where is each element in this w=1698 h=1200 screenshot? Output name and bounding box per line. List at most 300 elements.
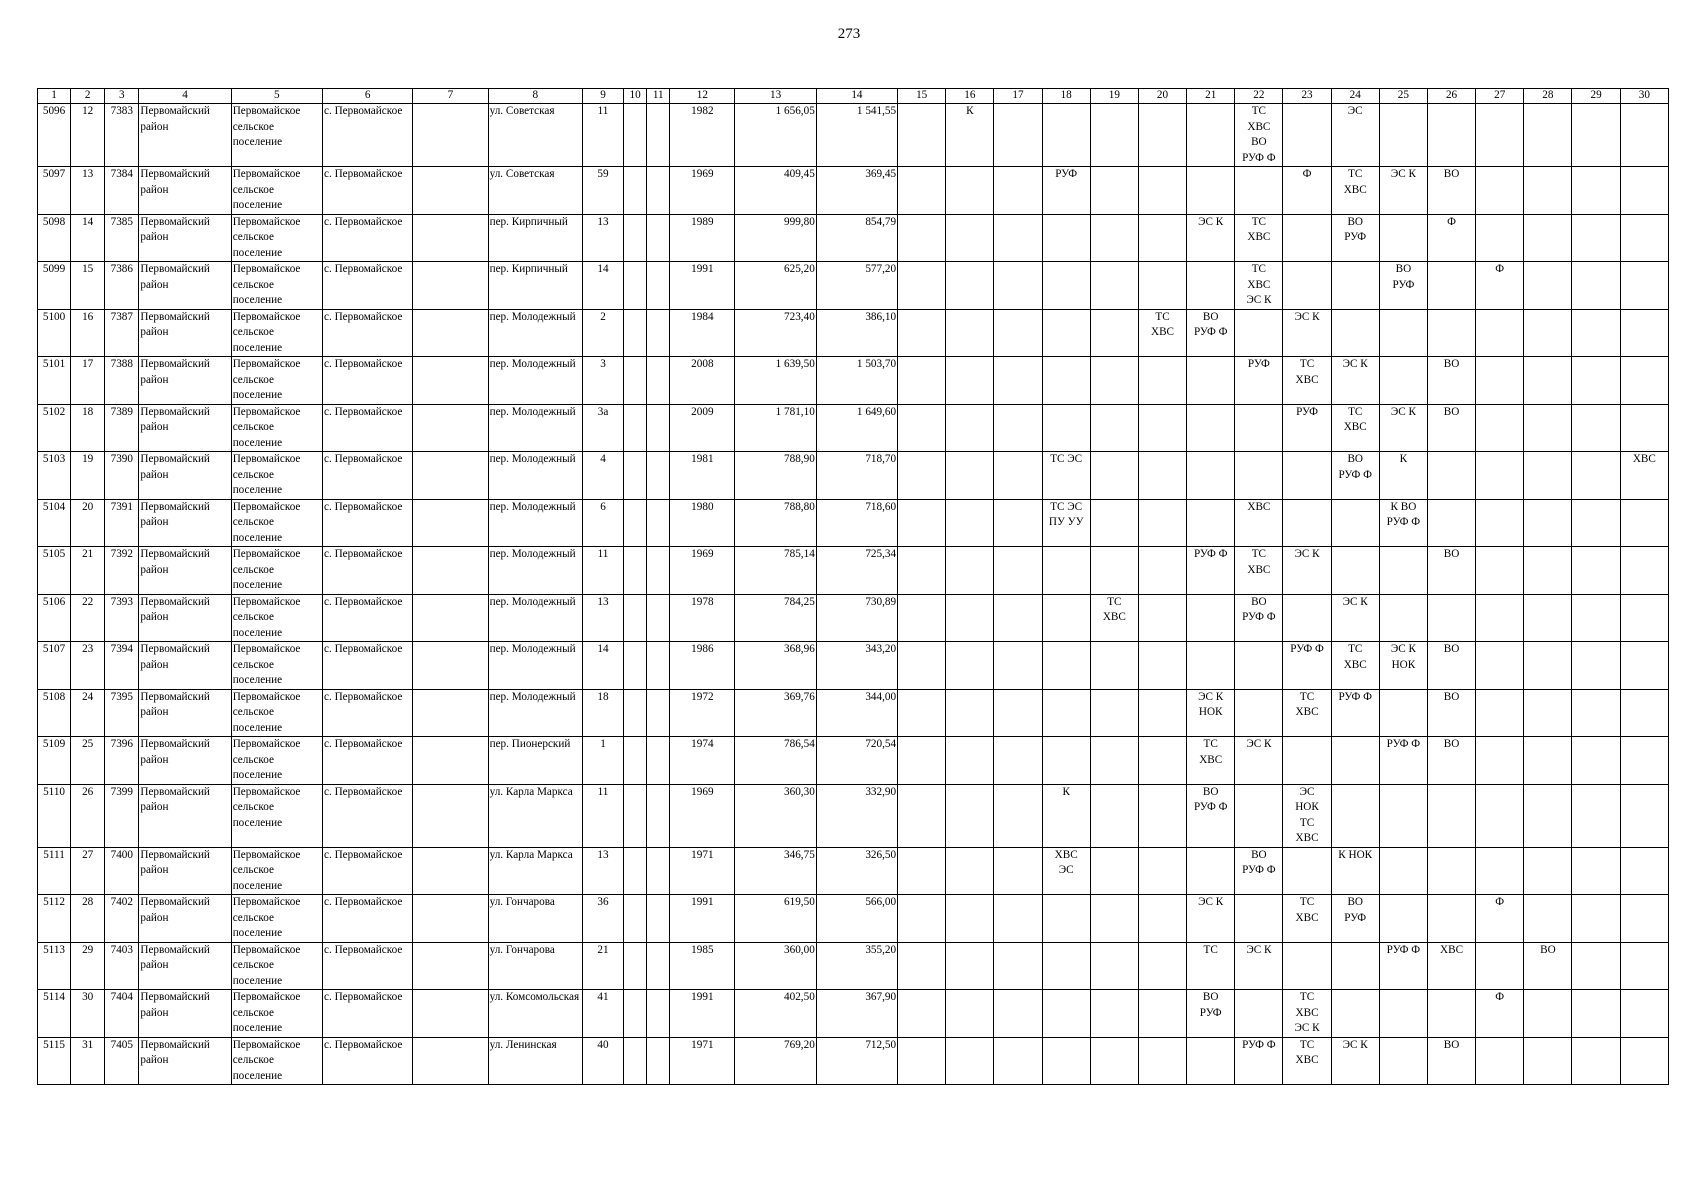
cell-col-8: пер. Молодежный bbox=[488, 452, 582, 500]
cell-col-20 bbox=[1138, 990, 1186, 1038]
cell-col-6: с. Первомайское bbox=[323, 547, 413, 595]
cell-col-7 bbox=[413, 547, 488, 595]
column-header-28: 28 bbox=[1524, 89, 1572, 104]
cell-col-20 bbox=[1138, 404, 1186, 452]
cell-col-23 bbox=[1283, 104, 1331, 167]
cell-col-15 bbox=[898, 847, 946, 895]
cell-col-5: Первомайское сельское поселение bbox=[231, 104, 322, 167]
cell-col-3: 7383 bbox=[105, 104, 139, 167]
cell-col-6: с. Первомайское bbox=[323, 847, 413, 895]
cell-col-4: Первомайский район bbox=[139, 499, 231, 547]
cell-col-1: 5100 bbox=[38, 309, 71, 357]
cell-col-2: 26 bbox=[71, 784, 105, 847]
cell-col-3: 7389 bbox=[105, 404, 139, 452]
cell-col-18 bbox=[1042, 895, 1090, 943]
cell-col-16 bbox=[946, 895, 994, 943]
cell-col-23 bbox=[1283, 942, 1331, 990]
cell-col-16 bbox=[946, 167, 994, 215]
cell-col-5: Первомайское сельское поселение bbox=[231, 404, 322, 452]
cell-col-11 bbox=[647, 104, 670, 167]
cell-col-16 bbox=[946, 847, 994, 895]
cell-col-25 bbox=[1379, 990, 1427, 1038]
cell-col-27 bbox=[1476, 357, 1524, 405]
cell-col-5: Первомайское сельское поселение bbox=[231, 547, 322, 595]
cell-col-7 bbox=[413, 847, 488, 895]
cell-col-27 bbox=[1476, 784, 1524, 847]
cell-col-29 bbox=[1572, 784, 1620, 847]
cell-col-26 bbox=[1427, 784, 1475, 847]
cell-col-4: Первомайский район bbox=[139, 594, 231, 642]
cell-col-28 bbox=[1524, 167, 1572, 215]
cell-col-30 bbox=[1620, 547, 1668, 595]
cell-col-2: 31 bbox=[71, 1037, 105, 1085]
cell-col-8: пер. Пионерский bbox=[488, 737, 582, 785]
cell-col-22: РУФ Ф bbox=[1235, 1037, 1283, 1085]
cell-col-12: 1989 bbox=[670, 214, 735, 262]
cell-col-4: Первомайский район bbox=[139, 104, 231, 167]
cell-col-13: 369,76 bbox=[735, 689, 816, 737]
cell-col-10 bbox=[624, 104, 647, 167]
cell-col-30 bbox=[1620, 942, 1668, 990]
cell-col-3: 7391 bbox=[105, 499, 139, 547]
cell-col-28 bbox=[1524, 309, 1572, 357]
cell-col-27 bbox=[1476, 499, 1524, 547]
cell-col-7 bbox=[413, 262, 488, 310]
column-header-9: 9 bbox=[582, 89, 623, 104]
cell-col-6: с. Первомайское bbox=[323, 784, 413, 847]
cell-col-6: с. Первомайское bbox=[323, 942, 413, 990]
cell-col-27 bbox=[1476, 594, 1524, 642]
cell-col-3: 7386 bbox=[105, 262, 139, 310]
cell-col-15 bbox=[898, 499, 946, 547]
cell-col-23: ЭС К bbox=[1283, 547, 1331, 595]
cell-col-7 bbox=[413, 214, 488, 262]
cell-col-15 bbox=[898, 689, 946, 737]
cell-col-26 bbox=[1427, 452, 1475, 500]
cell-col-17 bbox=[994, 357, 1042, 405]
column-header-8: 8 bbox=[488, 89, 582, 104]
cell-col-1: 5096 bbox=[38, 104, 71, 167]
cell-col-8: пер. Молодежный bbox=[488, 309, 582, 357]
cell-col-30 bbox=[1620, 895, 1668, 943]
cell-col-22: ВО РУФ Ф bbox=[1235, 847, 1283, 895]
cell-col-11 bbox=[647, 547, 670, 595]
cell-col-24 bbox=[1331, 737, 1379, 785]
cell-col-2: 16 bbox=[71, 309, 105, 357]
cell-col-5: Первомайское сельское поселение bbox=[231, 784, 322, 847]
cell-col-11 bbox=[647, 737, 670, 785]
table-row bbox=[38, 167, 1669, 215]
cell-col-18 bbox=[1042, 262, 1090, 310]
cell-col-12: 1971 bbox=[670, 847, 735, 895]
cell-col-7 bbox=[413, 1037, 488, 1085]
cell-col-29 bbox=[1572, 104, 1620, 167]
cell-col-7 bbox=[413, 642, 488, 690]
cell-col-28 bbox=[1524, 1037, 1572, 1085]
cell-col-9: 6 bbox=[582, 499, 623, 547]
column-header-7: 7 bbox=[413, 89, 488, 104]
cell-col-9: 1 bbox=[582, 737, 623, 785]
cell-col-4: Первомайский район bbox=[139, 214, 231, 262]
cell-col-27: Ф bbox=[1476, 262, 1524, 310]
cell-col-1: 5098 bbox=[38, 214, 71, 262]
cell-col-18 bbox=[1042, 309, 1090, 357]
column-header-2: 2 bbox=[71, 89, 105, 104]
cell-col-15 bbox=[898, 737, 946, 785]
cell-col-30 bbox=[1620, 594, 1668, 642]
cell-col-21: ТС bbox=[1187, 942, 1235, 990]
cell-col-1: 5099 bbox=[38, 262, 71, 310]
cell-col-14: 386,10 bbox=[816, 309, 897, 357]
cell-col-25: ЭС К bbox=[1379, 404, 1427, 452]
cell-col-19 bbox=[1090, 262, 1138, 310]
cell-col-29 bbox=[1572, 689, 1620, 737]
cell-col-28 bbox=[1524, 214, 1572, 262]
cell-col-3: 7395 bbox=[105, 689, 139, 737]
cell-col-27 bbox=[1476, 309, 1524, 357]
cell-col-16 bbox=[946, 642, 994, 690]
cell-col-26 bbox=[1427, 499, 1475, 547]
cell-col-17 bbox=[994, 895, 1042, 943]
cell-col-6: с. Первомайское bbox=[323, 642, 413, 690]
cell-col-14: 718,70 bbox=[816, 452, 897, 500]
cell-col-21 bbox=[1187, 1037, 1235, 1085]
cell-col-19 bbox=[1090, 895, 1138, 943]
cell-col-25 bbox=[1379, 1037, 1427, 1085]
cell-col-19 bbox=[1090, 689, 1138, 737]
cell-col-20 bbox=[1138, 784, 1186, 847]
column-header-17: 17 bbox=[994, 89, 1042, 104]
cell-col-17 bbox=[994, 499, 1042, 547]
cell-col-13: 619,50 bbox=[735, 895, 816, 943]
cell-col-10 bbox=[624, 689, 647, 737]
cell-col-18 bbox=[1042, 357, 1090, 405]
cell-col-28 bbox=[1524, 895, 1572, 943]
cell-col-3: 7388 bbox=[105, 357, 139, 405]
column-header-6: 6 bbox=[323, 89, 413, 104]
cell-col-29 bbox=[1572, 499, 1620, 547]
cell-col-8: ул. Гончарова bbox=[488, 942, 582, 990]
cell-col-26: ВО bbox=[1427, 642, 1475, 690]
cell-col-23: ТС ХВС bbox=[1283, 895, 1331, 943]
cell-col-25: РУФ Ф bbox=[1379, 942, 1427, 990]
cell-col-20 bbox=[1138, 452, 1186, 500]
cell-col-10 bbox=[624, 357, 647, 405]
cell-col-26 bbox=[1427, 847, 1475, 895]
cell-col-9: 13 bbox=[582, 594, 623, 642]
cell-col-28 bbox=[1524, 642, 1572, 690]
cell-col-14: 369,45 bbox=[816, 167, 897, 215]
cell-col-4: Первомайский район bbox=[139, 262, 231, 310]
cell-col-12: 2009 bbox=[670, 404, 735, 452]
cell-col-14: 1 649,60 bbox=[816, 404, 897, 452]
cell-col-27 bbox=[1476, 452, 1524, 500]
cell-col-4: Первомайский район bbox=[139, 404, 231, 452]
column-header-5: 5 bbox=[231, 89, 322, 104]
cell-col-13: 346,75 bbox=[735, 847, 816, 895]
cell-col-16 bbox=[946, 214, 994, 262]
cell-col-9: 2 bbox=[582, 309, 623, 357]
cell-col-20: ТС ХВС bbox=[1138, 309, 1186, 357]
cell-col-1: 5113 bbox=[38, 942, 71, 990]
column-header-1: 1 bbox=[38, 89, 71, 104]
cell-col-17 bbox=[994, 547, 1042, 595]
table-row bbox=[38, 404, 1669, 452]
cell-col-4: Первомайский район bbox=[139, 357, 231, 405]
cell-col-8: пер. Кирпичный bbox=[488, 214, 582, 262]
cell-col-27 bbox=[1476, 689, 1524, 737]
cell-col-19 bbox=[1090, 309, 1138, 357]
cell-col-6: с. Первомайское bbox=[323, 104, 413, 167]
cell-col-14: 326,50 bbox=[816, 847, 897, 895]
cell-col-18 bbox=[1042, 942, 1090, 990]
cell-col-12: 1984 bbox=[670, 309, 735, 357]
cell-col-11 bbox=[647, 689, 670, 737]
cell-col-30 bbox=[1620, 357, 1668, 405]
cell-col-19 bbox=[1090, 942, 1138, 990]
cell-col-6: с. Первомайское bbox=[323, 404, 413, 452]
cell-col-13: 409,45 bbox=[735, 167, 816, 215]
cell-col-4: Первомайский район bbox=[139, 547, 231, 595]
cell-col-12: 1991 bbox=[670, 990, 735, 1038]
cell-col-7 bbox=[413, 404, 488, 452]
cell-col-27 bbox=[1476, 167, 1524, 215]
cell-col-26: ВО bbox=[1427, 357, 1475, 405]
cell-col-10 bbox=[624, 784, 647, 847]
table-row bbox=[38, 214, 1669, 262]
cell-col-28 bbox=[1524, 847, 1572, 895]
cell-col-15 bbox=[898, 547, 946, 595]
cell-col-4: Первомайский район bbox=[139, 1037, 231, 1085]
cell-col-19 bbox=[1090, 737, 1138, 785]
cell-col-18 bbox=[1042, 737, 1090, 785]
cell-col-12: 1991 bbox=[670, 895, 735, 943]
cell-col-7 bbox=[413, 452, 488, 500]
cell-col-8: ул. Карла Маркса bbox=[488, 847, 582, 895]
cell-col-19 bbox=[1090, 404, 1138, 452]
cell-col-10 bbox=[624, 895, 647, 943]
cell-col-14: 343,20 bbox=[816, 642, 897, 690]
cell-col-7 bbox=[413, 167, 488, 215]
cell-col-2: 15 bbox=[71, 262, 105, 310]
cell-col-18: ТС ЭС ПУ УУ bbox=[1042, 499, 1090, 547]
cell-col-21 bbox=[1187, 104, 1235, 167]
cell-col-9: 14 bbox=[582, 262, 623, 310]
cell-col-16 bbox=[946, 309, 994, 357]
table-row bbox=[38, 499, 1669, 547]
cell-col-30 bbox=[1620, 167, 1668, 215]
cell-col-18: ХВС ЭС bbox=[1042, 847, 1090, 895]
table-row bbox=[38, 1037, 1669, 1085]
cell-col-11 bbox=[647, 357, 670, 405]
cell-col-16 bbox=[946, 1037, 994, 1085]
cell-col-6: с. Первомайское bbox=[323, 309, 413, 357]
cell-col-7 bbox=[413, 784, 488, 847]
cell-col-20 bbox=[1138, 642, 1186, 690]
cell-col-14: 720,54 bbox=[816, 737, 897, 785]
cell-col-8: пер. Молодежный bbox=[488, 689, 582, 737]
cell-col-13: 788,80 bbox=[735, 499, 816, 547]
cell-col-29 bbox=[1572, 942, 1620, 990]
cell-col-6: с. Первомайское bbox=[323, 214, 413, 262]
cell-col-5: Первомайское сельское поселение bbox=[231, 737, 322, 785]
cell-col-10 bbox=[624, 167, 647, 215]
cell-col-4: Первомайский район bbox=[139, 737, 231, 785]
cell-col-7 bbox=[413, 990, 488, 1038]
cell-col-21: ТС ХВС bbox=[1187, 737, 1235, 785]
cell-col-14: 730,89 bbox=[816, 594, 897, 642]
cell-col-23: ЭС НОК ТС ХВС bbox=[1283, 784, 1331, 847]
cell-col-27 bbox=[1476, 737, 1524, 785]
cell-col-24 bbox=[1331, 309, 1379, 357]
cell-col-11 bbox=[647, 167, 670, 215]
cell-col-17 bbox=[994, 167, 1042, 215]
cell-col-6: с. Первомайское bbox=[323, 990, 413, 1038]
cell-col-7 bbox=[413, 104, 488, 167]
cell-col-27 bbox=[1476, 404, 1524, 452]
cell-col-11 bbox=[647, 452, 670, 500]
cell-col-23: ТС ХВС bbox=[1283, 689, 1331, 737]
cell-col-30 bbox=[1620, 642, 1668, 690]
cell-col-19: ТС ХВС bbox=[1090, 594, 1138, 642]
cell-col-22 bbox=[1235, 309, 1283, 357]
cell-col-14: 577,20 bbox=[816, 262, 897, 310]
cell-col-18 bbox=[1042, 642, 1090, 690]
cell-col-9: 13 bbox=[582, 847, 623, 895]
cell-col-8: ул. Советская bbox=[488, 167, 582, 215]
cell-col-18 bbox=[1042, 547, 1090, 595]
cell-col-30 bbox=[1620, 1037, 1668, 1085]
cell-col-14: 332,90 bbox=[816, 784, 897, 847]
cell-col-7 bbox=[413, 309, 488, 357]
cell-col-23: ТС ХВС bbox=[1283, 1037, 1331, 1085]
cell-col-2: 23 bbox=[71, 642, 105, 690]
column-header-23: 23 bbox=[1283, 89, 1331, 104]
cell-col-23 bbox=[1283, 452, 1331, 500]
cell-col-28 bbox=[1524, 452, 1572, 500]
column-header-30: 30 bbox=[1620, 89, 1668, 104]
column-header-12: 12 bbox=[670, 89, 735, 104]
cell-col-11 bbox=[647, 262, 670, 310]
cell-col-9: 11 bbox=[582, 547, 623, 595]
cell-col-22: РУФ bbox=[1235, 357, 1283, 405]
cell-col-21 bbox=[1187, 594, 1235, 642]
cell-col-29 bbox=[1572, 452, 1620, 500]
page-number: 273 bbox=[837, 26, 861, 42]
cell-col-24 bbox=[1331, 784, 1379, 847]
cell-col-29 bbox=[1572, 404, 1620, 452]
cell-col-22: ТС ХВС ВО РУФ Ф bbox=[1235, 104, 1283, 167]
cell-col-14: 725,34 bbox=[816, 547, 897, 595]
cell-col-5: Первомайское сельское поселение bbox=[231, 262, 322, 310]
cell-col-25 bbox=[1379, 594, 1427, 642]
cell-col-10 bbox=[624, 642, 647, 690]
cell-col-15 bbox=[898, 895, 946, 943]
cell-col-27 bbox=[1476, 642, 1524, 690]
table-row bbox=[38, 847, 1669, 895]
cell-col-12: 1982 bbox=[670, 104, 735, 167]
cell-col-20 bbox=[1138, 594, 1186, 642]
cell-col-16 bbox=[946, 689, 994, 737]
table-row bbox=[38, 309, 1669, 357]
cell-col-30 bbox=[1620, 784, 1668, 847]
cell-col-29 bbox=[1572, 895, 1620, 943]
cell-col-2: 14 bbox=[71, 214, 105, 262]
cell-col-9: 40 bbox=[582, 1037, 623, 1085]
cell-col-2: 13 bbox=[71, 167, 105, 215]
cell-col-15 bbox=[898, 642, 946, 690]
cell-col-5: Первомайское сельское поселение bbox=[231, 1037, 322, 1085]
cell-col-12: 1971 bbox=[670, 1037, 735, 1085]
cell-col-2: 30 bbox=[71, 990, 105, 1038]
cell-col-3: 7399 bbox=[105, 784, 139, 847]
cell-col-22 bbox=[1235, 689, 1283, 737]
cell-col-12: 1974 bbox=[670, 737, 735, 785]
cell-col-21 bbox=[1187, 357, 1235, 405]
cell-col-9: 13 bbox=[582, 214, 623, 262]
cell-col-21: ЭС К НОК bbox=[1187, 689, 1235, 737]
cell-col-30 bbox=[1620, 847, 1668, 895]
cell-col-24 bbox=[1331, 547, 1379, 595]
cell-col-1: 5097 bbox=[38, 167, 71, 215]
cell-col-6: с. Первомайское bbox=[323, 357, 413, 405]
cell-col-13: 723,40 bbox=[735, 309, 816, 357]
cell-col-2: 12 bbox=[71, 104, 105, 167]
cell-col-5: Первомайское сельское поселение bbox=[231, 214, 322, 262]
table-row bbox=[38, 784, 1669, 847]
cell-col-14: 1 503,70 bbox=[816, 357, 897, 405]
cell-col-10 bbox=[624, 499, 647, 547]
cell-col-3: 7390 bbox=[105, 452, 139, 500]
cell-col-29 bbox=[1572, 547, 1620, 595]
cell-col-6: с. Первомайское bbox=[323, 167, 413, 215]
column-header-20: 20 bbox=[1138, 89, 1186, 104]
table-row bbox=[38, 737, 1669, 785]
cell-col-4: Первомайский район bbox=[139, 990, 231, 1038]
cell-col-20 bbox=[1138, 942, 1186, 990]
cell-col-30: ХВС bbox=[1620, 452, 1668, 500]
cell-col-10 bbox=[624, 262, 647, 310]
cell-col-7 bbox=[413, 594, 488, 642]
cell-col-25 bbox=[1379, 104, 1427, 167]
cell-col-15 bbox=[898, 942, 946, 990]
cell-col-23: ТС ХВС bbox=[1283, 357, 1331, 405]
cell-col-24: ТС ХВС bbox=[1331, 404, 1379, 452]
cell-col-13: 999,80 bbox=[735, 214, 816, 262]
cell-col-1: 5103 bbox=[38, 452, 71, 500]
cell-col-24: РУФ Ф bbox=[1331, 689, 1379, 737]
cell-col-19 bbox=[1090, 990, 1138, 1038]
table-row bbox=[38, 642, 1669, 690]
column-header-26: 26 bbox=[1427, 89, 1475, 104]
cell-col-29 bbox=[1572, 214, 1620, 262]
cell-col-21: ВО РУФ Ф bbox=[1187, 309, 1235, 357]
cell-col-11 bbox=[647, 499, 670, 547]
cell-col-19 bbox=[1090, 642, 1138, 690]
cell-col-29 bbox=[1572, 847, 1620, 895]
cell-col-5: Первомайское сельское поселение bbox=[231, 167, 322, 215]
cell-col-7 bbox=[413, 895, 488, 943]
cell-col-13: 769,20 bbox=[735, 1037, 816, 1085]
cell-col-5: Первомайское сельское поселение bbox=[231, 499, 322, 547]
cell-col-4: Первомайский район bbox=[139, 847, 231, 895]
cell-col-26: ВО bbox=[1427, 737, 1475, 785]
cell-col-11 bbox=[647, 990, 670, 1038]
cell-col-11 bbox=[647, 309, 670, 357]
cell-col-14: 1 541,55 bbox=[816, 104, 897, 167]
cell-col-21 bbox=[1187, 847, 1235, 895]
cell-col-15 bbox=[898, 452, 946, 500]
